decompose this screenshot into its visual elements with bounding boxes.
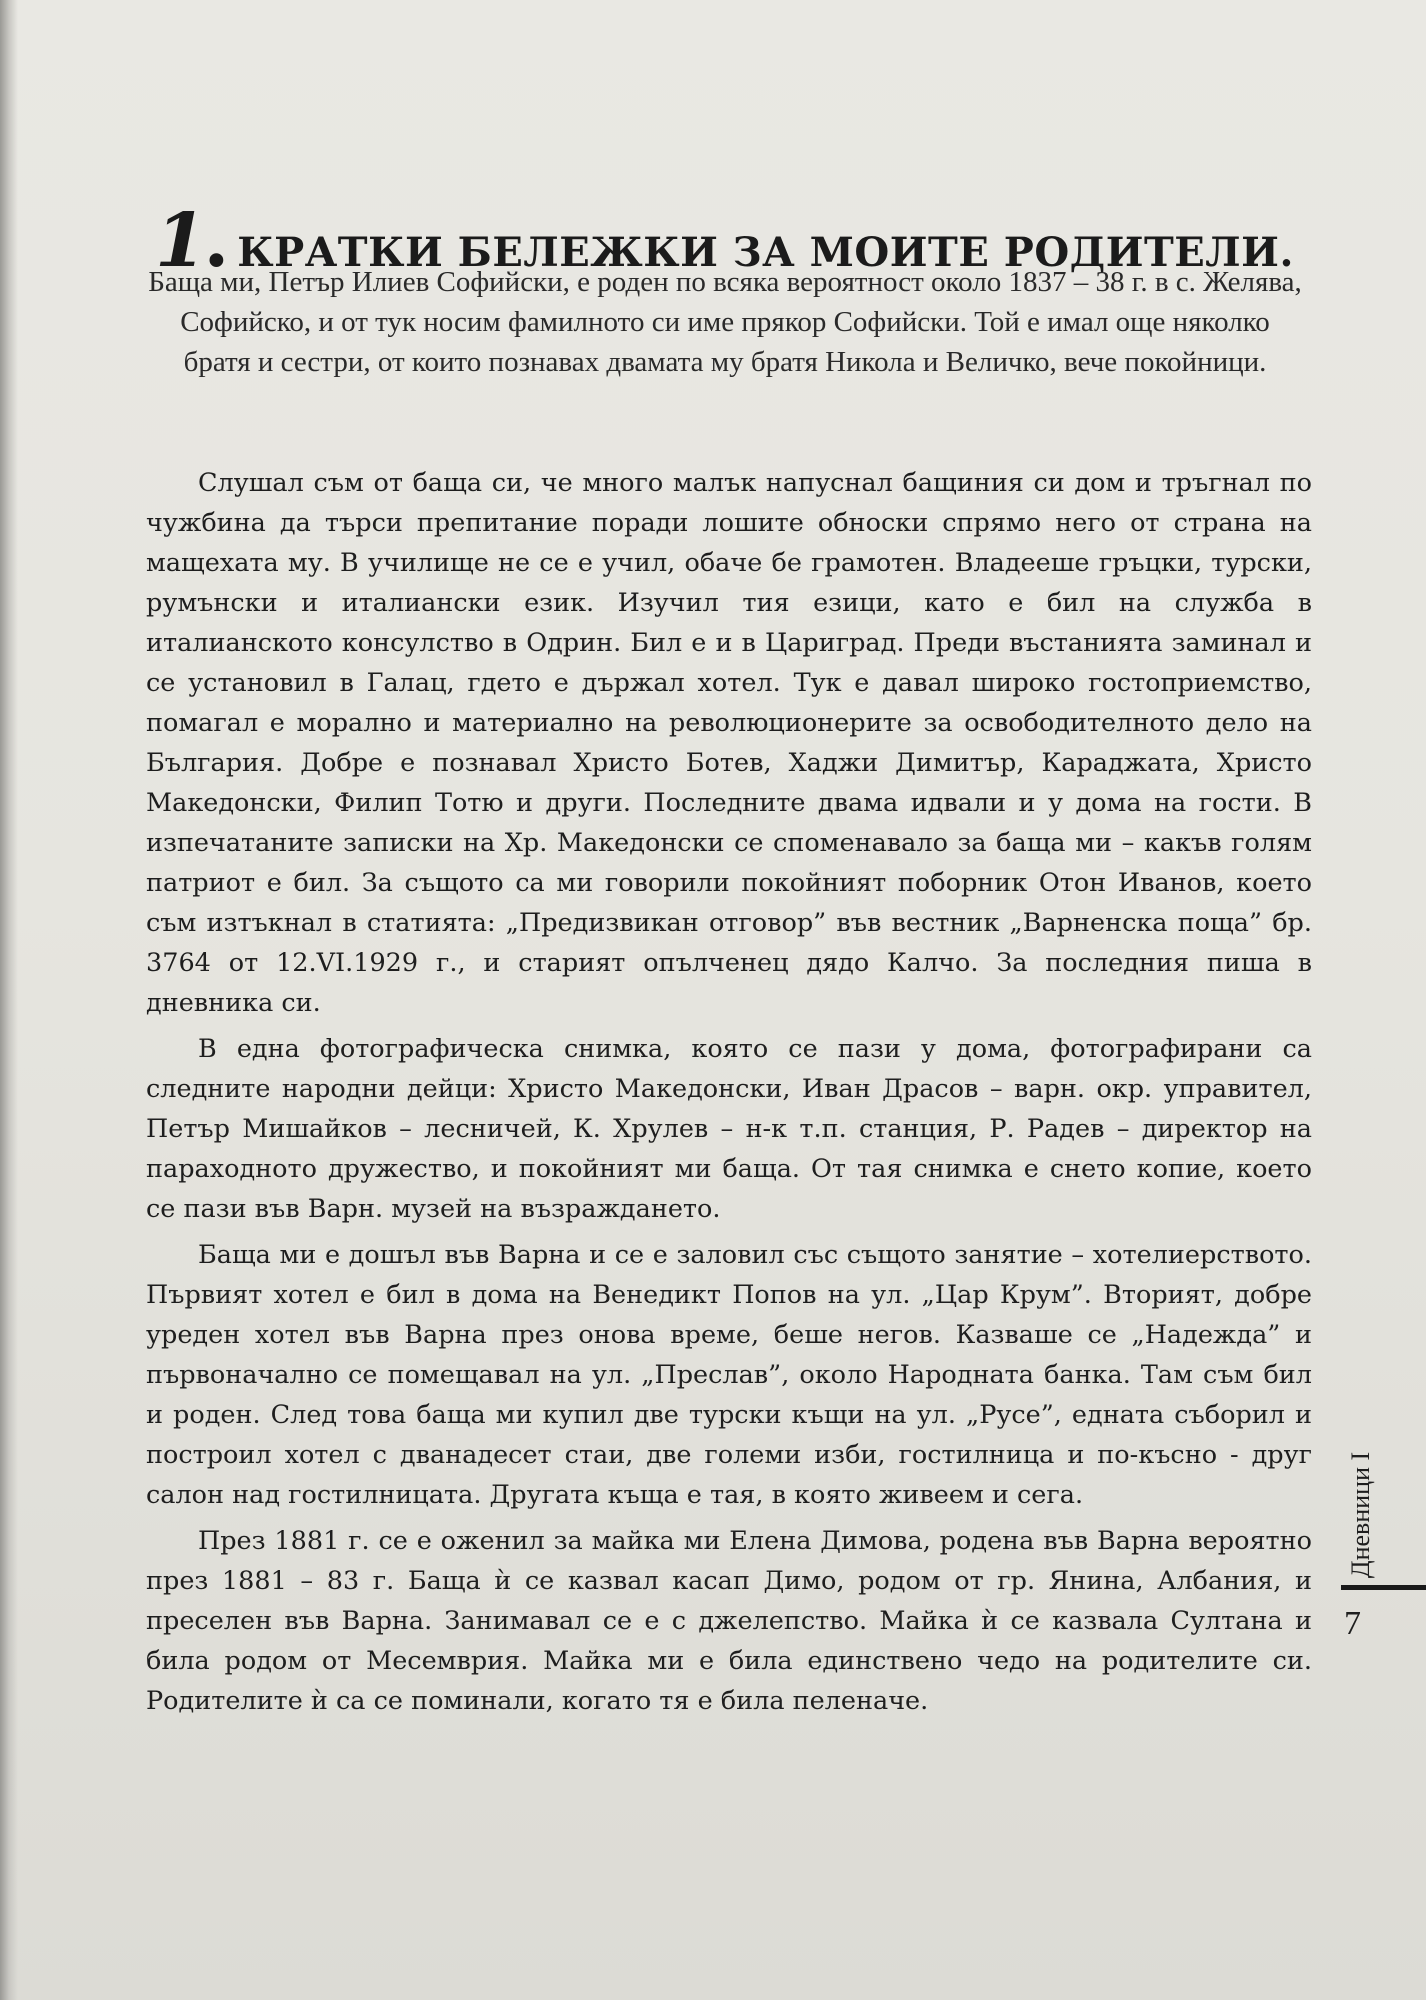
section-rule (1341, 1585, 1426, 1590)
body-paragraph: Слушал съм от баща си, че много малък напуснал бащиния си дом и тръгнал по чужбина да търси препитание поради лошите обноски спрямо него от страна на мащехата му. В училище не се е учил, обаче бе грамотен. Владееше гръцки, турски, румънски и италиански език. Изучил тия езици, като е бил на служба в италианското консулство в Одрин. Бил е и в Цариград. Преди въстанията заминал и се установил в Галац, гдето е държал хотел. Тук е давал широко гостоприемство, помагал е морално и материално на революционерите за освободителното дело на България. Добре е познавал Христо Ботев, Хаджи Димитър, Караджата, Христо Македонски, Филип Тотю и други. Последните двама идвали и у дома на гости. В изпечатаните записки на Хр. Македонски се споменавало за баща ми – какъв голям патриот е бил. За същото са ми говорили покойният поборник Отон Иванов, което съм изтъкнал в статията: „Предизвикан отговор” във вестник „Варненска поща” бр. 3764 от 12.VI.1929 г., и старият опълченец дядо Калчо. За последния пиша в дневника си. (146, 468, 1312, 1018)
running-section-label: Дневници I (1346, 1451, 1375, 1579)
body-paragraph: През 1881 г. се е оженил за майка ми Елена Димова, родена във Варна вероятно през 1881 – 83 г. Баща ѝ се казвал касап Димо, родом от гр. Янина, Албания, и преселен във Варна. Занимавал се е с джелепство. Майка ѝ се казвала Султана и била родом от Месемврия. Майка ми е била единствено чедо на родителите си. Родителите ѝ са се поминали, когато тя е била пеленаче. (146, 1526, 1312, 1716)
chapter-body (146, 463, 1312, 1727)
chapter-number: 1 (155, 198, 204, 284)
page-number: 7 (1344, 1605, 1361, 1642)
body-paragraph: В една фотографическа снимка, която се пази у дома, фотографирани са следните народни дейци: Христо Македонски, Иван Драсов – варн. окр. управител, Петър Мишайков – лесничей, К. Хрулев – н-к т.п. станция, Р. Радев – директор на параходното дружество, и покойният ми баща. От тая снимка е снето копие, което се пази във Варн. музей на възраждането. (146, 1034, 1312, 1224)
chapter-number-dot: . (203, 198, 230, 284)
body-paragraph: Баща ми е дошъл във Варна и се е заловил със същото занятие – хотелиерството. Първият хотел е бил в дома на Венедикт Попов на ул. „Цар Крум”. Вторият, добре уреден хотел във Варна през онова време, беше негов. Казваше се „Надежда” и първоначално се помещавал на ул. „Преслав”, около Народната банка. Там съм бил и роден. След това баща ми купил две турски къщи на ул. „Русе”, едната съборил и построил хотел с дванадесет стаи, две големи изби, гостилница и по-късно - друг салон над гостилницата. Другата къща е тая, в която живеем и сега. (146, 1240, 1312, 1510)
chapter-title: КРАТКИ БЕЛЕЖКИ ЗА МОИТЕ РОДИТЕЛИ. (237, 229, 1294, 276)
chapter-intro: Баща ми, Петър Илиев Софийски, е роден по всяка вероятност около 1837 – 38 г. в с. Желява, Софийско, и от тук носим фамилното си име прякор Софийски. Той е имал още няколко братя и сестри, от които познавах двамата му братя Никола и Величко, вече покойници. (148, 266, 1302, 378)
page-gutter-shadow (0, 0, 18, 2000)
